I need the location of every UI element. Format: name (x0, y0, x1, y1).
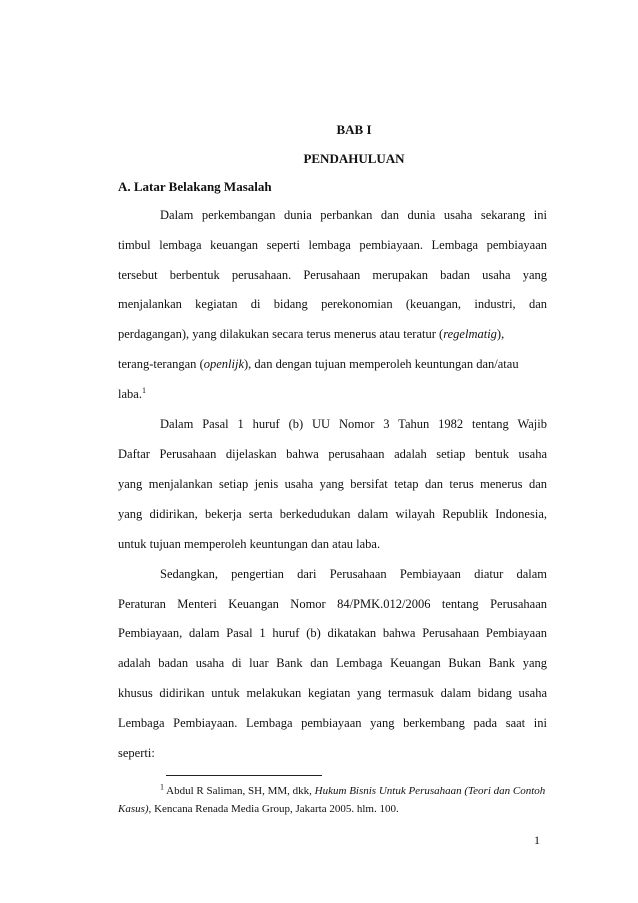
body-line: Lembaga Pembiayaan. Lembaga pembiayaan yang berkembang pada saat ini (118, 716, 547, 730)
footnote-ref: 1 (141, 385, 146, 395)
footnote-line (160, 784, 547, 798)
body-line: menjalankan kegiatan di bidang perekonomian (keuangan, industri, dan (118, 297, 547, 311)
footnote-divider (166, 775, 322, 776)
body-line: Peraturan Menteri Keuangan Nomor 84/PMK.012/2006 tentang Perusahaan (118, 597, 547, 611)
body-line: Dalam Pasal 1 huruf (b) UU Nomor 3 Tahun 1982 tentang Wajib (160, 417, 547, 431)
footnote-line (118, 802, 399, 816)
body-text: perdagangan), yang dilakukan secara terus menerus atau teratur (118, 327, 436, 341)
body-text: laba. (118, 387, 142, 401)
footnote-publisher: Kencana Renada Media Group, Jakarta 2005. hlm. 100. (154, 803, 399, 815)
body-line: Dalam perkembangan dunia perbankan dan dunia usaha sekarang ini (160, 208, 547, 222)
chapter-heading: BAB I (336, 122, 372, 137)
body-text: (openlijk), (199, 357, 252, 371)
body-line: khusus didirikan untuk melakukan kegiatan yang termasuk dalam bidang usaha (118, 686, 547, 700)
italic-term: openlijk (203, 357, 244, 371)
footnote-book-title-cont: Kasus), (118, 803, 152, 815)
body-line: Daftar Perusahaan dijelaskan bahwa perusahaan adalah setiap bentuk usaha (118, 447, 547, 461)
body-text: terang-terangan (118, 357, 197, 371)
body-line: adalah badan usaha di luar Bank dan Lembaga Keuangan Bukan Bank yang (118, 656, 547, 670)
body-line: seperti: (118, 746, 155, 760)
body-text: (regelmatig), (439, 327, 505, 341)
body-line (118, 356, 547, 372)
italic-term: regelmatig (443, 327, 497, 341)
body-line (118, 326, 547, 342)
page-number: 1 (534, 833, 540, 847)
body-line: Pembiayaan, dalam Pasal 1 huruf (b) dikatakan bahwa Perusahaan Pembiayaan (118, 626, 547, 640)
body-line: Sedangkan, pengertian dari Perusahaan Pembiayaan diatur dalam (160, 567, 547, 581)
body-line: yang menjalankan setiap jenis usaha yang bersifat tetap dan terus menerus dan (118, 477, 547, 491)
footnote-author: Abdul R Saliman, SH, MM, dkk, (166, 785, 312, 797)
body-line: tersebut berbentuk perusahaan. Perusahaan merupakan badan usaha yang (118, 268, 547, 282)
section-heading: A. Latar Belakang Masalah (118, 179, 272, 194)
chapter-title: PENDAHULUAN (303, 151, 405, 166)
body-line: untuk tujuan memperoleh keuntungan dan atau laba. (118, 537, 381, 551)
body-line: yang didirikan, bekerja serta berkedudukan dalam wilayah Republik Indonesia, (118, 507, 547, 521)
body-line: timbul lembaga keuangan seperti lembaga pembiayaan. Lembaga pembiayaan (118, 238, 547, 252)
body-line (118, 386, 547, 402)
body-text: dan dengan tujuan memperoleh keuntungan dan/atau (254, 357, 519, 371)
footnote-mark: 1 (160, 782, 164, 792)
footnote-book-title: Hukum Bisnis Untuk Perusahaan (Teori dan Contoh (314, 785, 546, 797)
